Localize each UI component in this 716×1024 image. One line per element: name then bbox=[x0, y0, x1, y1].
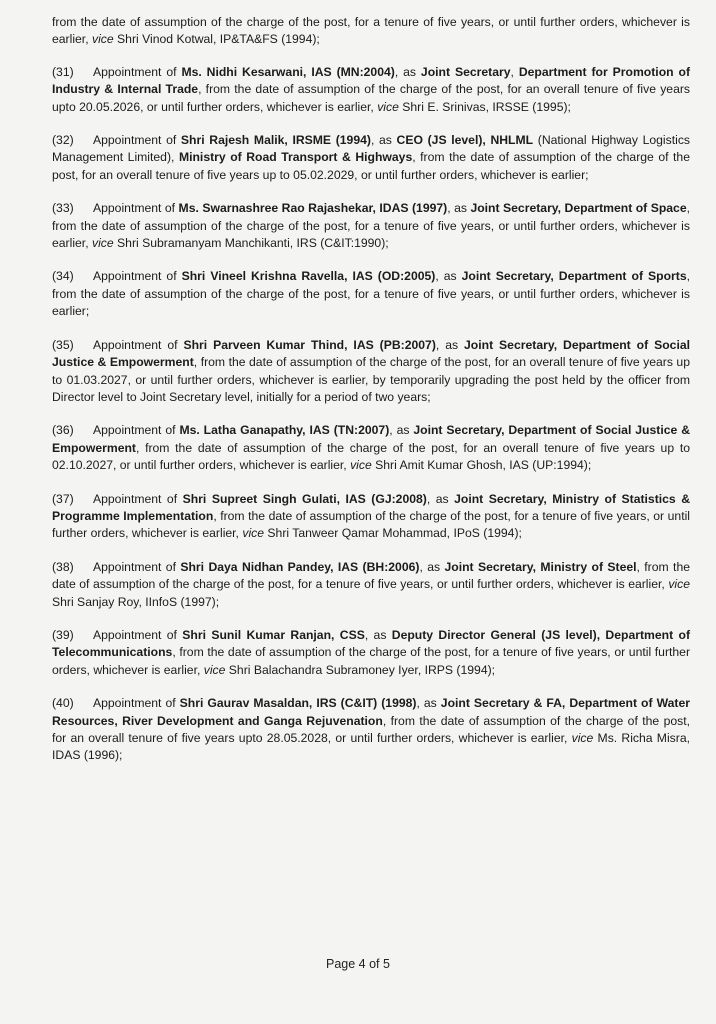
text-segment: , from the date of assumption of the charge of the post, for a tenure of five years, or until further orders, whichever is earlier, bbox=[52, 559, 690, 592]
text-segment: from the date of assumption of the charge of the post, for a tenure of five years, or until further orders, whichever is earlier, bbox=[52, 15, 690, 47]
italic-text: vice bbox=[242, 526, 265, 541]
bold-text: Joint Secretary, Department of Social Justice & Empowerment bbox=[52, 423, 690, 455]
bold-text: Joint Secretary, Ministry of Statistics & Programme Implementation bbox=[52, 491, 691, 523]
text-segment: , as bbox=[419, 559, 445, 574]
appointment-item bbox=[52, 695, 690, 765]
appointment-item bbox=[52, 491, 690, 543]
bold-text: Shri Rajesh Malik, IRSME (1994) bbox=[180, 133, 371, 148]
italic-text: vice bbox=[91, 236, 114, 251]
text-segment: , from the date of assumption of the charge of the post, for an overall tenure of five years up to 01.03.2027, or until further orders, whichever is earlier, by temporarily upgrading the post held by the officer from Director level to Joint Secretary level, initially for a period of two years; bbox=[52, 355, 690, 404]
text-segment: Shri Balachandra Subramoney Iyer, IRPS (1994); bbox=[225, 662, 496, 677]
text-segment: Appointment of bbox=[93, 201, 179, 216]
text-segment: Appointment of bbox=[93, 269, 182, 284]
text-segment: Ms. Richa Misra, IDAS (1996); bbox=[52, 731, 690, 763]
appointment-item bbox=[52, 64, 690, 116]
bold-text: Ms. Nidhi Kesarwani, IAS (MN:2004) bbox=[181, 64, 395, 79]
text-segment: , from the date of assumption of the charge of the post, for a tenure of five years, or until further orders, whichever is earlier, bbox=[52, 645, 690, 677]
text-segment: , from the date of assumption of the charge of the post, for an overall tenure of five years upto 20.05.2026, or until further orders, whichever is earlier, bbox=[52, 82, 690, 114]
appointment-item bbox=[52, 200, 690, 252]
bold-text: Joint Secretary, Department of Sports bbox=[461, 269, 687, 284]
text-segment: , as bbox=[435, 337, 465, 352]
item-number: (36) bbox=[52, 423, 74, 438]
item-number: (40) bbox=[52, 696, 74, 711]
appointment-item bbox=[52, 627, 690, 679]
bold-text: Ms. Latha Ganapathy, IAS (TN:2007) bbox=[179, 423, 390, 438]
text-segment: , from the date of assumption of the charge of the post, for an overall tenure of five years upto 28.05.2028, or until further orders, whichever is earlier, bbox=[52, 713, 690, 745]
page-footer: Page 4 of 5 bbox=[326, 957, 390, 971]
text-segment: , as bbox=[394, 64, 421, 79]
text-segment: Shri Amit Kumar Ghosh, IAS (UP:1994); bbox=[371, 458, 592, 473]
bold-text: Shri Gaurav Masaldan, IRS (C&IT) (1998) bbox=[179, 696, 417, 711]
italic-text: vice bbox=[350, 458, 372, 473]
text-segment: , as bbox=[435, 269, 462, 284]
bold-text: CEO (JS level), NHLML bbox=[396, 133, 534, 148]
bold-text: Deputy Director General (JS level), Department of Telecommunications bbox=[52, 627, 690, 660]
text-segment: , as bbox=[447, 201, 471, 216]
text-segment: , as bbox=[364, 627, 392, 642]
text-segment: , as bbox=[426, 491, 455, 506]
text-segment: Appointment of bbox=[93, 423, 180, 438]
text-segment: Shri Tanweer Qamar Mohammad, IPoS (1994); bbox=[264, 526, 522, 541]
bold-text: Department for Promotion of Industry & Internal Trade bbox=[52, 64, 691, 97]
italic-text: vice bbox=[91, 32, 114, 47]
text-segment: , from the date of assumption of the charge of the post, for a tenure of five years, or until further orders, whichever is earlier, bbox=[52, 508, 690, 541]
text-segment: Shri Vinod Kotwal, IP&TA&FS (1994); bbox=[113, 32, 320, 47]
continuation-paragraph bbox=[52, 14, 690, 49]
appointment-item bbox=[52, 268, 690, 320]
text-segment: Appointment of bbox=[93, 627, 183, 642]
bold-text: Shri Sunil Kumar Ranjan, CSS bbox=[182, 627, 365, 642]
text-segment: Shri E. Srinivas, IRSSE (1995); bbox=[398, 99, 571, 114]
bold-text: Shri Supreet Singh Gulati, IAS (GJ:2008) bbox=[182, 491, 427, 506]
italic-text: vice bbox=[377, 99, 399, 114]
bold-text: Joint Secretary, Department of Social Justice & Empowerment bbox=[52, 337, 690, 370]
text-segment: (National Highway Logistics Management Limited), bbox=[52, 133, 691, 165]
appointment-item bbox=[52, 422, 690, 474]
bold-text: Shri Vineel Krishna Ravella, IAS (OD:2005) bbox=[181, 269, 436, 284]
item-number: (32) bbox=[52, 133, 74, 148]
text-segment: , from the date of assumption of the charge of the post, for an overall tenure of five years up to 02.10.2027, or until further orders, whichever is earlier, bbox=[52, 440, 690, 473]
bold-text: Shri Parveen Kumar Thind, IAS (PB:2007) bbox=[183, 337, 436, 352]
item-number: (37) bbox=[52, 491, 74, 506]
text-segment: , bbox=[510, 64, 519, 79]
bold-text: Ms. Swarnashree Rao Rajashekar, IDAS (1997) bbox=[178, 201, 448, 216]
bold-text: Joint Secretary & FA, Department of Water Resources, River Development and Ganga Rejuvenation bbox=[52, 696, 690, 728]
item-number: (35) bbox=[52, 337, 74, 352]
document-body bbox=[52, 14, 690, 765]
italic-text: vice bbox=[668, 577, 690, 592]
text-segment: Appointment of bbox=[93, 64, 182, 79]
item-number: (38) bbox=[52, 559, 74, 574]
text-segment: Shri Sanjay Roy, IInfoS (1997); bbox=[52, 594, 220, 609]
appointment-item bbox=[52, 559, 690, 611]
bold-text: Joint Secretary, Department of Space bbox=[470, 201, 687, 216]
bold-text: Joint Secretary, Ministry of Steel bbox=[444, 559, 637, 574]
text-segment: Shri Subramanyam Manchikanti, IRS (C&IT:1990); bbox=[113, 236, 389, 251]
text-segment: Appointment of bbox=[93, 491, 183, 506]
text-segment: , from the date of assumption of the charge of the post, for a tenure of five years, or until further orders, whichever is earlier, bbox=[52, 201, 691, 251]
text-segment: , as bbox=[416, 696, 441, 711]
italic-text: vice bbox=[571, 731, 594, 745]
italic-text: vice bbox=[203, 662, 226, 677]
text-segment: , as bbox=[389, 423, 414, 438]
text-segment: , from the date of assumption of the charge of the post, for an overall tenure of five years up to 05.02.2029, or until further orders, whichever is earlier; bbox=[52, 150, 690, 182]
bold-text: Ministry of Road Transport & Highways bbox=[178, 150, 413, 165]
text-segment: Appointment of bbox=[93, 559, 181, 574]
text-segment: Appointment of bbox=[93, 133, 181, 148]
item-number: (34) bbox=[52, 269, 74, 284]
appointment-item bbox=[52, 337, 690, 407]
text-segment: , as bbox=[370, 133, 397, 148]
item-number: (33) bbox=[52, 201, 74, 216]
appointment-item bbox=[52, 132, 690, 184]
item-number: (31) bbox=[52, 64, 74, 79]
text-segment: Appointment of bbox=[93, 337, 184, 352]
bold-text: Joint Secretary bbox=[420, 64, 511, 79]
item-number: (39) bbox=[52, 627, 74, 642]
bold-text: Shri Daya Nidhan Pandey, IAS (BH:2006) bbox=[180, 559, 420, 574]
text-segment: , from the date of assumption of the charge of the post, for a tenure of five years, or until further orders, whichever is earlier; bbox=[52, 269, 690, 319]
text-segment: Appointment of bbox=[93, 696, 180, 711]
